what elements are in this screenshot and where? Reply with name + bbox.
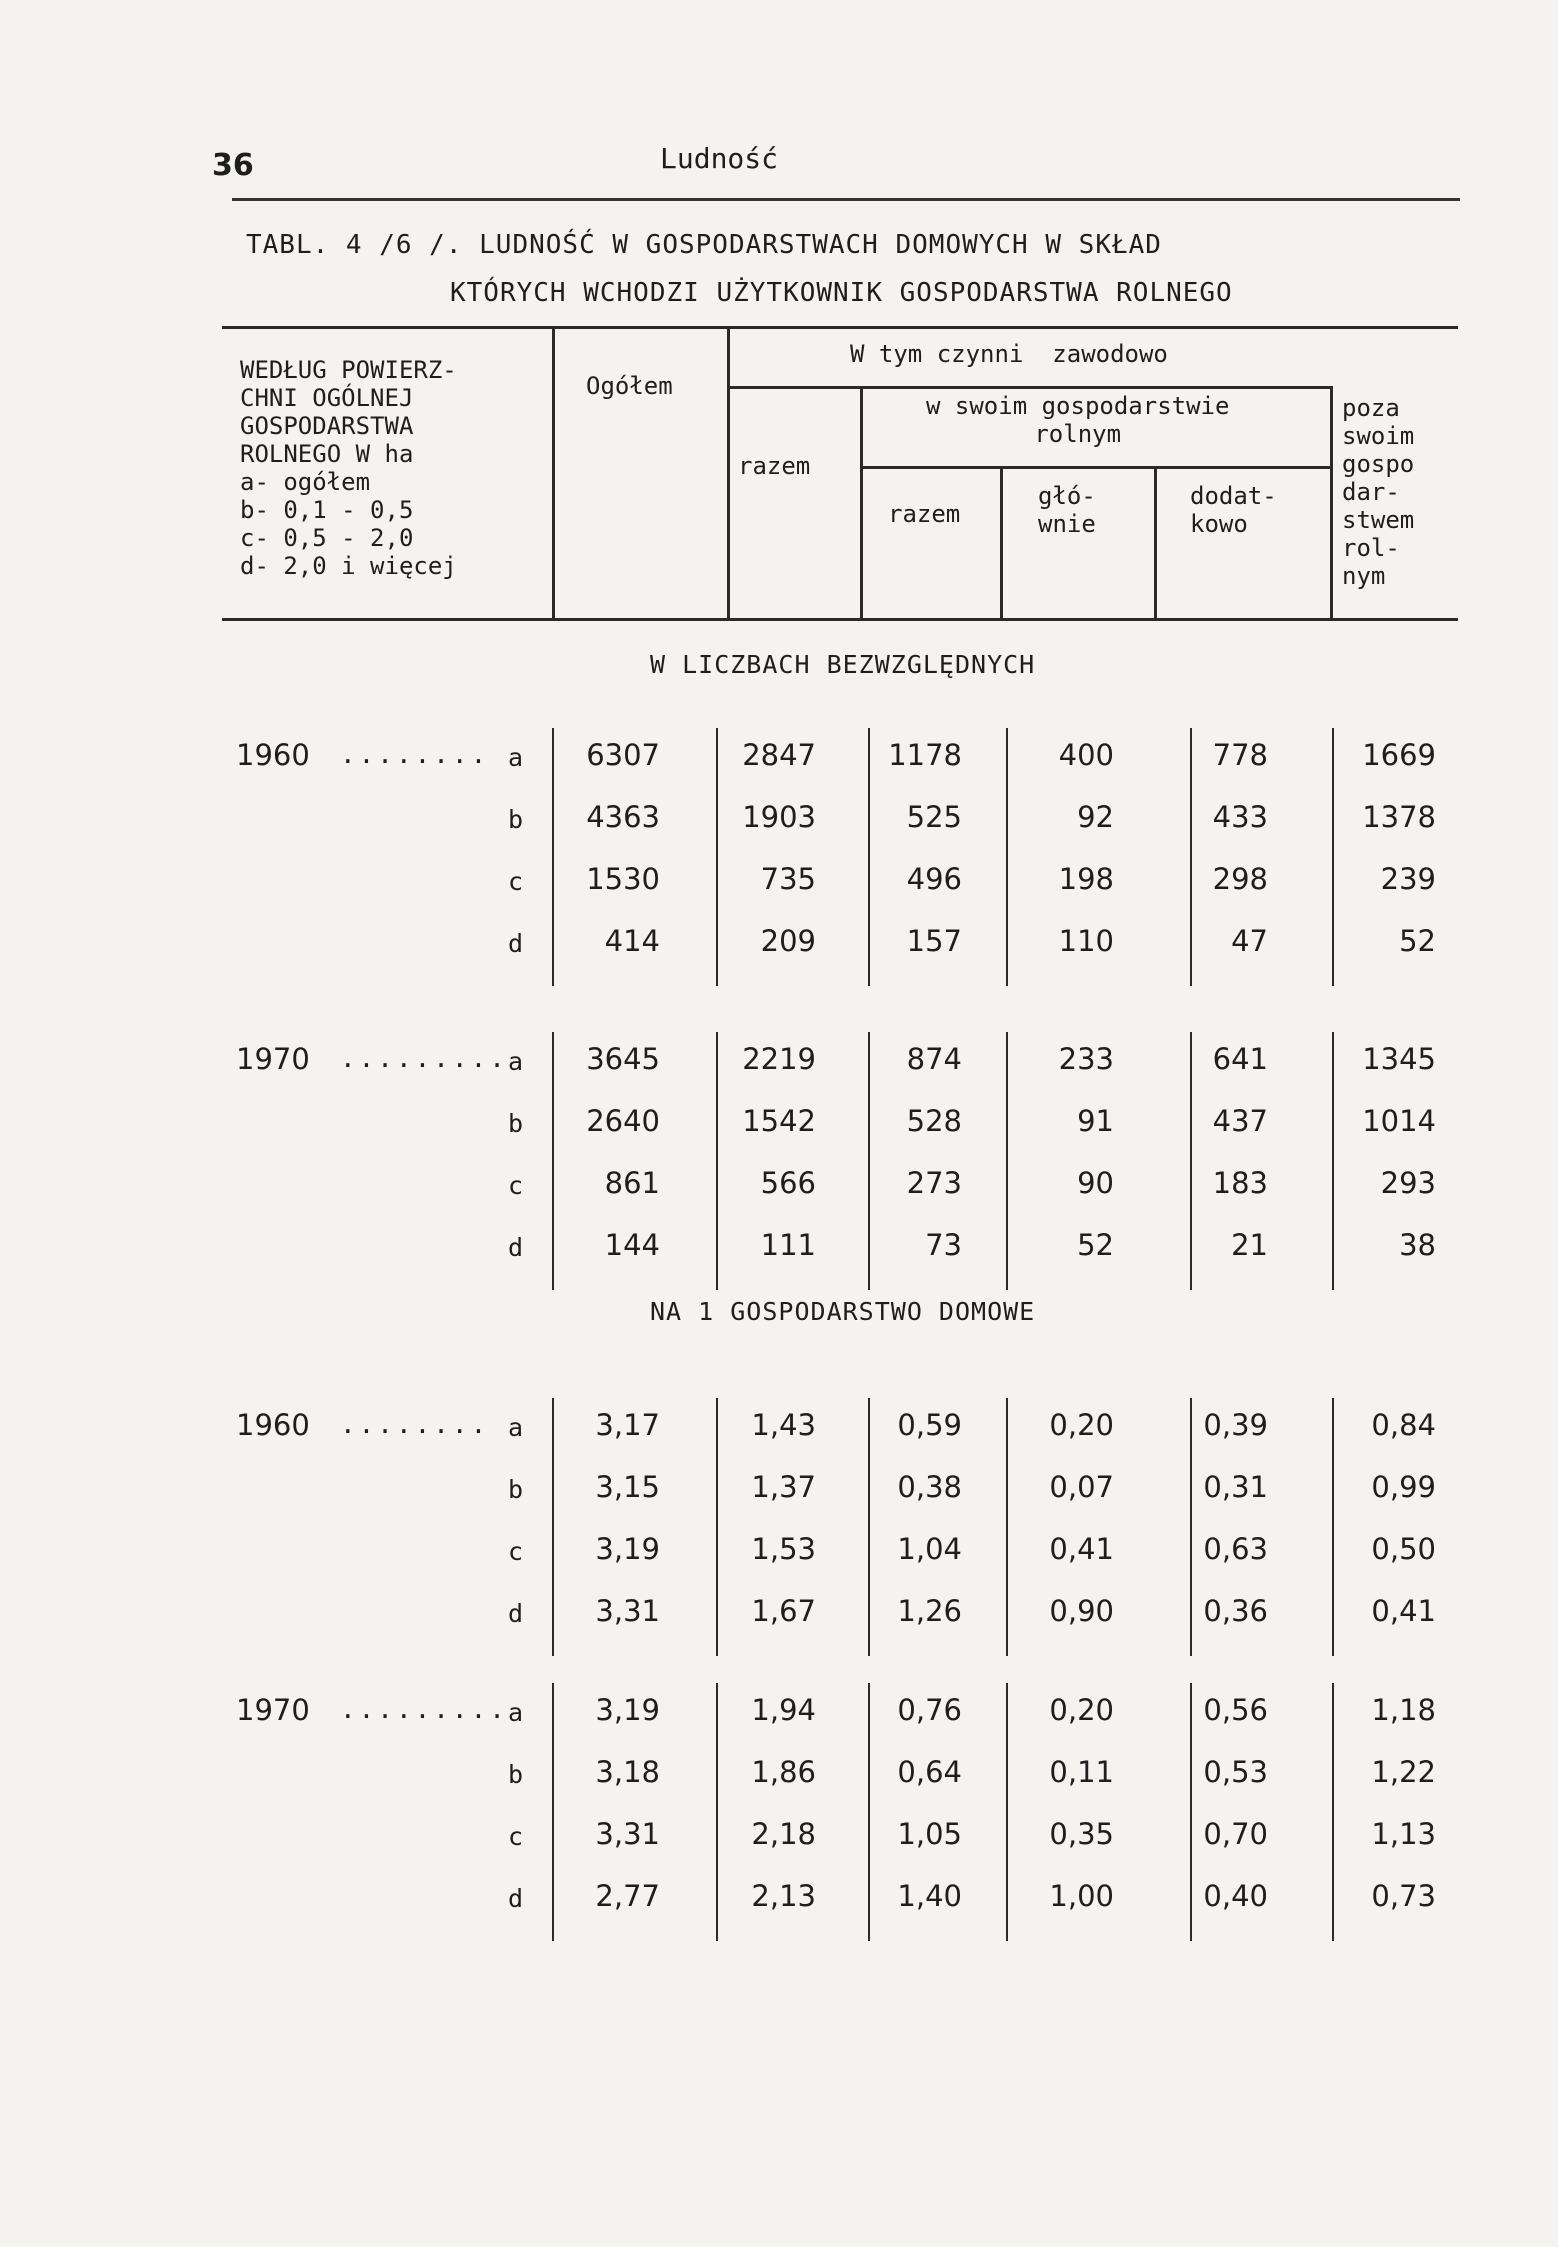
column-divider <box>1190 728 1192 986</box>
table-cell: 0,63 <box>1203 1532 1268 1566</box>
row-letter: c <box>508 1822 524 1851</box>
table-cell: 400 <box>1058 738 1114 772</box>
header-divider-4 <box>1000 466 1003 620</box>
leader-dots: ........ <box>340 1410 490 1440</box>
column-divider <box>716 728 718 986</box>
header-ogolem: Ogółem <box>586 372 673 400</box>
column-divider <box>716 1398 718 1656</box>
year-label: 1960 <box>236 1408 310 1442</box>
column-divider <box>1332 1398 1334 1656</box>
table-cell: 778 <box>1212 738 1268 772</box>
table-cell: 1,43 <box>751 1408 816 1442</box>
column-divider <box>1190 1683 1192 1941</box>
header-razem-2: razem <box>888 500 961 528</box>
column-divider <box>1332 1683 1334 1941</box>
table-cell: 0,39 <box>1203 1408 1268 1442</box>
table-cell: 209 <box>760 924 816 958</box>
row-letter: a <box>508 1698 524 1727</box>
table-cell: 0,36 <box>1203 1594 1268 1628</box>
year-label: 1960 <box>236 738 310 772</box>
table-cell: 1,53 <box>751 1532 816 1566</box>
table-cell: 0,31 <box>1203 1470 1268 1504</box>
table-cell: 273 <box>906 1166 962 1200</box>
table-cell: 4363 <box>586 800 660 834</box>
table-cell: 1,40 <box>897 1879 962 1913</box>
row-letter: b <box>508 1475 524 1504</box>
table-cell: 110 <box>1058 924 1114 958</box>
table-cell: 0,84 <box>1371 1408 1436 1442</box>
page-number: 36 <box>212 148 254 183</box>
row-letter: b <box>508 1109 524 1138</box>
table-cell: 861 <box>604 1166 660 1200</box>
table-cell: 3,17 <box>595 1408 660 1442</box>
table-cell: 433 <box>1212 800 1268 834</box>
table-cell: 0,90 <box>1049 1594 1114 1628</box>
table-cell: 1,18 <box>1371 1693 1436 1727</box>
row-letter: a <box>508 1413 524 1442</box>
table-cell: 0,70 <box>1203 1817 1268 1851</box>
header-bottom-rule <box>222 618 1458 621</box>
table-cell: 1,00 <box>1049 1879 1114 1913</box>
table-cell: 1,86 <box>751 1755 816 1789</box>
table-cell: 2,18 <box>751 1817 816 1851</box>
table-cell: 1345 <box>1362 1042 1436 1076</box>
table-cell: 414 <box>604 924 660 958</box>
table-cell: 1178 <box>888 738 962 772</box>
leader-dots: ......... <box>340 1695 508 1725</box>
leader-dots: ......... <box>340 1044 508 1074</box>
header-glownie: głó- wnie <box>1038 482 1096 538</box>
table-cell: 6307 <box>586 738 660 772</box>
table-cell: 0,38 <box>897 1470 962 1504</box>
column-divider <box>716 1032 718 1290</box>
column-divider <box>1006 1032 1008 1290</box>
leader-dots: ........ <box>340 740 490 770</box>
table-cell: 1,04 <box>897 1532 962 1566</box>
table-cell: 0,11 <box>1049 1755 1114 1789</box>
table-cell: 1,67 <box>751 1594 816 1628</box>
table-cell: 525 <box>906 800 962 834</box>
row-letter: c <box>508 867 524 896</box>
table-cell: 2,13 <box>751 1879 816 1913</box>
table-cell: 2,77 <box>595 1879 660 1913</box>
header-divider-2 <box>727 326 730 620</box>
table-cell: 0,41 <box>1049 1532 1114 1566</box>
table-cell: 92 <box>1077 800 1114 834</box>
table-cell: 21 <box>1231 1228 1268 1262</box>
header-w-swoim-gospodarstwie: w swoim gospodarstwie rolnym <box>926 392 1230 448</box>
table-cell: 437 <box>1212 1104 1268 1138</box>
column-divider <box>552 1683 554 1941</box>
table-cell: 38 <box>1399 1228 1436 1262</box>
table-cell: 0,07 <box>1049 1470 1114 1504</box>
table-cell: 198 <box>1058 862 1114 896</box>
column-divider <box>552 1398 554 1656</box>
table-cell: 1542 <box>742 1104 816 1138</box>
table-cell: 0,20 <box>1049 1408 1114 1442</box>
header-top-rule <box>222 326 1458 329</box>
table-cell: 641 <box>1212 1042 1268 1076</box>
row-letter: d <box>508 1884 524 1913</box>
row-letter: d <box>508 1599 524 1628</box>
table-cell: 183 <box>1212 1166 1268 1200</box>
table-cell: 293 <box>1380 1166 1436 1200</box>
table-cell: 91 <box>1077 1104 1114 1138</box>
table-cell: 528 <box>906 1104 962 1138</box>
header-w-tym-czynni: W tym czynni zawodowo <box>850 340 1168 368</box>
table-cell: 566 <box>760 1166 816 1200</box>
table-cell: 735 <box>760 862 816 896</box>
row-letter: b <box>508 1760 524 1789</box>
row-letter: c <box>508 1537 524 1566</box>
column-divider <box>1006 728 1008 986</box>
table-cell: 1,13 <box>1371 1817 1436 1851</box>
column-divider <box>1332 728 1334 986</box>
year-label: 1970 <box>236 1693 310 1727</box>
table-cell: 73 <box>925 1228 962 1262</box>
table-cell: 157 <box>906 924 962 958</box>
table-cell: 298 <box>1212 862 1268 896</box>
header-rule-w-swoim <box>860 466 1330 469</box>
table-cell: 233 <box>1058 1042 1114 1076</box>
header-divider-3 <box>860 386 863 620</box>
table-cell: 0,99 <box>1371 1470 1436 1504</box>
header-razem: razem <box>738 452 811 480</box>
section-title: W LICZBACH BEZWZGLĘDNYCH <box>650 650 1036 679</box>
stub-header: WEDŁUG POWIERZ- CHNI OGÓLNEJ GOSPODARSTWA ROLNEGO W ha a- ogółem b- 0,1 - 0,5 c- 0,5 - 2,0 d- 2,0 i więcej <box>240 356 457 580</box>
table-cell: 52 <box>1077 1228 1114 1262</box>
column-divider <box>1190 1032 1192 1290</box>
table-cell: 1014 <box>1362 1104 1436 1138</box>
table-cell: 1378 <box>1362 800 1436 834</box>
table-cell: 1530 <box>586 862 660 896</box>
header-poza-swoim-gospodarstwem: poza swoim gospo dar- stwem rol- nym <box>1342 394 1415 590</box>
row-letter: d <box>508 929 524 958</box>
column-divider <box>868 1032 870 1290</box>
table-cell: 1,94 <box>751 1693 816 1727</box>
table-cell: 144 <box>604 1228 660 1262</box>
column-divider <box>716 1683 718 1941</box>
running-title: Ludność <box>660 142 779 175</box>
table-cell: 0,64 <box>897 1755 962 1789</box>
table-cell: 111 <box>760 1228 816 1262</box>
column-divider <box>868 1398 870 1656</box>
table-cell: 874 <box>906 1042 962 1076</box>
table-cell: 1,22 <box>1371 1755 1436 1789</box>
table-cell: 3,18 <box>595 1755 660 1789</box>
table-cell: 0,41 <box>1371 1594 1436 1628</box>
table-cell: 1,26 <box>897 1594 962 1628</box>
table-cell: 0,76 <box>897 1693 962 1727</box>
table-cell: 1669 <box>1362 738 1436 772</box>
table-cell: 3,19 <box>595 1693 660 1727</box>
table-cell: 0,73 <box>1371 1879 1436 1913</box>
table-cell: 0,53 <box>1203 1755 1268 1789</box>
header-dodatkowo: dodat- kowo <box>1190 482 1277 538</box>
section-title: NA 1 GOSPODARSTWO DOMOWE <box>650 1297 1036 1326</box>
table-cell: 3,19 <box>595 1532 660 1566</box>
row-letter: a <box>508 1047 524 1076</box>
table-cell: 0,20 <box>1049 1693 1114 1727</box>
column-divider <box>868 728 870 986</box>
table-cell: 52 <box>1399 924 1436 958</box>
row-letter: d <box>508 1233 524 1262</box>
table-cell: 0,59 <box>897 1408 962 1442</box>
table-title-line-1: TABL. 4 /6 /. LUDNOŚĆ W GOSPODARSTWACH DOMOWYCH W SKŁAD <box>246 230 1162 260</box>
table-cell: 1903 <box>742 800 816 834</box>
table-cell: 3,31 <box>595 1594 660 1628</box>
table-cell: 239 <box>1380 862 1436 896</box>
table-cell: 3645 <box>586 1042 660 1076</box>
row-letter: a <box>508 743 524 772</box>
column-divider <box>552 1032 554 1290</box>
column-divider <box>1190 1398 1192 1656</box>
year-label: 1970 <box>236 1042 310 1076</box>
table-cell: 3,15 <box>595 1470 660 1504</box>
table-cell: 2847 <box>742 738 816 772</box>
table-cell: 496 <box>906 862 962 896</box>
table-cell: 90 <box>1077 1166 1114 1200</box>
table-title-line-2: KTÓRYCH WCHODZI UŻYTKOWNIK GOSPODARSTWA ROLNEGO <box>450 278 1233 308</box>
table-cell: 1,37 <box>751 1470 816 1504</box>
header-rule-w-tym <box>727 386 1333 389</box>
header-divider-6 <box>1330 386 1333 620</box>
table-cell: 1,05 <box>897 1817 962 1851</box>
column-divider <box>1006 1683 1008 1941</box>
row-letter: b <box>508 805 524 834</box>
table-cell: 47 <box>1231 924 1268 958</box>
row-letter: c <box>508 1171 524 1200</box>
header-divider-1 <box>552 326 555 620</box>
table-cell: 0,50 <box>1371 1532 1436 1566</box>
table-cell: 3,31 <box>595 1817 660 1851</box>
table-cell: 0,56 <box>1203 1693 1268 1727</box>
table-cell: 0,35 <box>1049 1817 1114 1851</box>
column-divider <box>868 1683 870 1941</box>
header-divider-5 <box>1154 466 1157 620</box>
table-cell: 2640 <box>586 1104 660 1138</box>
top-rule <box>232 198 1460 201</box>
column-divider <box>1332 1032 1334 1290</box>
column-divider <box>552 728 554 986</box>
table-cell: 2219 <box>742 1042 816 1076</box>
table-cell: 0,40 <box>1203 1879 1268 1913</box>
column-divider <box>1006 1398 1008 1656</box>
